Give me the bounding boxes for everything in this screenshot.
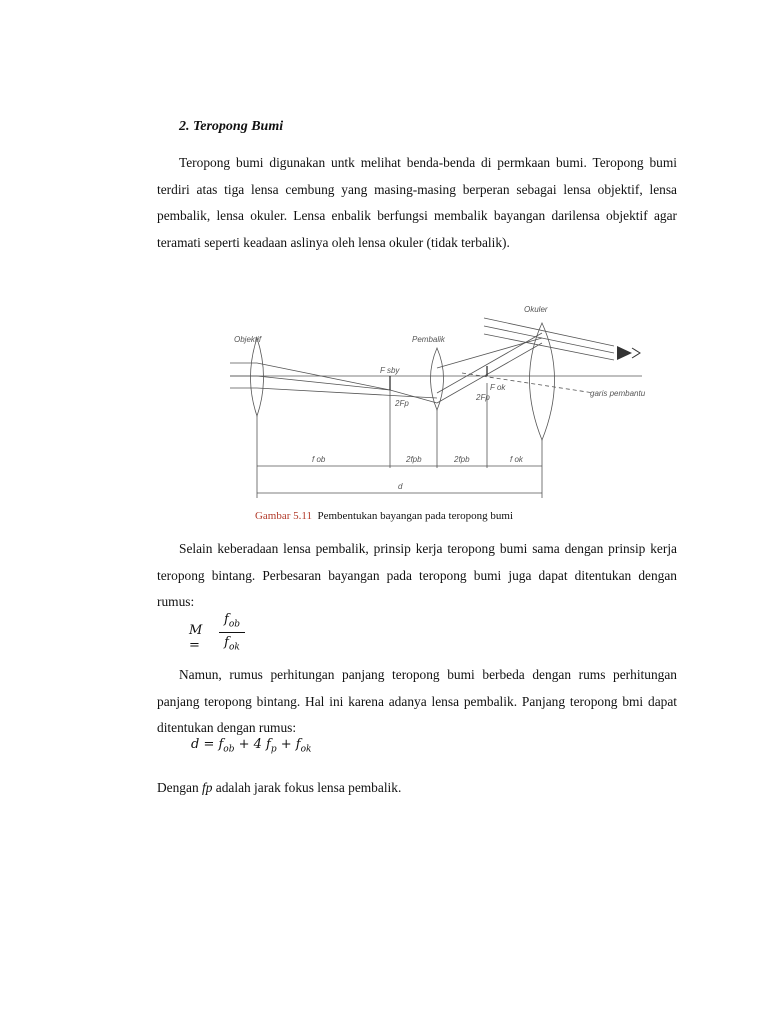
dim-label-fok: f ok <box>510 455 523 464</box>
dim-label-d: d <box>398 482 403 491</box>
label-objektif: Objektif <box>234 335 262 344</box>
caption-text: Pembentukan bayangan pada teropong bumi <box>317 510 514 522</box>
paragraph-length: Namun, rumus perhitungan panjang teropong bumi berbeda dengan rums perhitungan panjang teropong bintang. Hal ini karena adanya lensa pembalik. Panjang teropong bmi dapat ditentukan dengan rumus: <box>157 667 677 735</box>
length-formula: $d = f_{ob} + 4$ $f_p + f_{ok}$ <box>191 737 312 755</box>
dim-label-2fp-1: 2fpb <box>406 455 422 464</box>
fp-symbol: fp <box>202 780 213 795</box>
eye-icon <box>617 346 640 360</box>
caption-label: Gambar 5.11 <box>254 510 312 522</box>
label-garis-pembantu: garis pembantu <box>590 389 646 398</box>
formula1-fraction: $f_{ob}$ $f_{ok}$ <box>219 612 245 652</box>
formula1-lhs: M = <box>189 623 203 653</box>
label-f-sby: F sby <box>380 366 400 375</box>
dim-label-2fp-2: 2fpb <box>454 455 470 464</box>
label-f-ok: F ok <box>490 383 506 392</box>
label-2fp-left: 2Fp <box>395 399 409 408</box>
label-2fp-right: 2Fp <box>476 393 490 402</box>
label-okuler: Okuler <box>524 305 548 314</box>
dim-label-fob: f ob <box>312 455 326 464</box>
paragraph-principle: Selain keberadaan lensa pembalik, prinsip kerja teropong bumi sama dengan prinsip kerja teropong bintang. Perbesaran bayangan pada teropong bumi juga dapat ditentukan dengan rumus: <box>157 541 677 609</box>
section-heading: 2. Teropong Bumi <box>179 119 284 134</box>
paragraph-definition: Dengan fp adalah jarak fokus lensa pembalik. <box>157 780 402 795</box>
figure-caption <box>0 510 768 522</box>
paragraph-intro: Teropong bumi digunakan untk melihat benda-benda di permkaan bumi. Teropong bumi terdiri atas tiga lensa cembung yang masing-masing berperan sebagai lensa objektif, lensa pembalik, lensa okuler. Lensa enbalik berfungsi membalik bayangan darilensa objektif agar teramati seperti keadaan aslinya oleh lensa okuler (tidak terbalik). <box>157 155 677 250</box>
telescope-diagram <box>222 298 652 503</box>
label-pembalik: Pembalik <box>412 335 445 344</box>
lens-objektif <box>251 338 264 416</box>
